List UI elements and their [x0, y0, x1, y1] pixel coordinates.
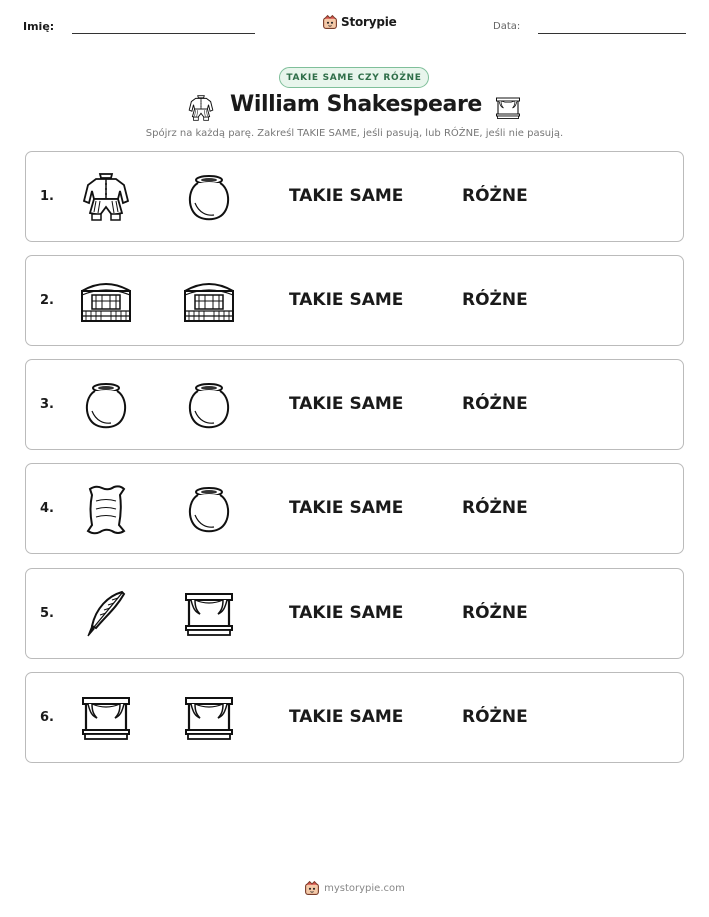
footer: [0, 880, 709, 896]
option-same[interactable]: TAKIE SAME: [289, 394, 404, 414]
exercise-row: [25, 151, 684, 242]
option-same[interactable]: TAKIE SAME: [289, 707, 404, 727]
pot-icon: [78, 377, 134, 433]
name-label: Imię:: [23, 20, 55, 33]
row-number: 2.: [40, 293, 54, 308]
option-different[interactable]: RÓŻNE: [462, 186, 528, 206]
page-title: William Shakespeare: [230, 92, 482, 117]
activity-badge: TAKIE SAME CZY RÓŻNE: [279, 67, 429, 88]
doublet-costume-icon: [78, 169, 134, 225]
globe-theatre-icon: [181, 273, 237, 329]
option-different[interactable]: RÓŻNE: [462, 498, 528, 518]
exercise-row: [25, 463, 684, 554]
row-number: 5.: [40, 606, 54, 621]
title-row: [0, 91, 709, 125]
date-field[interactable]: [538, 33, 686, 34]
quill-icon: [78, 586, 134, 642]
option-same[interactable]: TAKIE SAME: [289, 603, 404, 623]
exercise-row: [25, 568, 684, 659]
row-number: 1.: [40, 189, 54, 204]
pot-icon: [181, 377, 237, 433]
globe-theatre-icon: [78, 273, 134, 329]
option-same[interactable]: TAKIE SAME: [289, 290, 404, 310]
exercise-row: [25, 672, 684, 763]
exercise-row: [25, 359, 684, 450]
option-different[interactable]: RÓŻNE: [462, 394, 528, 414]
stage-icon: [181, 586, 237, 642]
scroll-icon: [78, 481, 134, 537]
brand-name: Storypie: [341, 15, 397, 29]
row-number: 6.: [40, 710, 54, 725]
brand: [322, 14, 397, 30]
stage-icon: [78, 690, 134, 746]
row-number: 4.: [40, 501, 54, 516]
stage-icon: [493, 94, 523, 122]
date-label: Data:: [493, 21, 521, 32]
row-number: 3.: [40, 397, 54, 412]
pot-icon: [181, 481, 237, 537]
exercise-row: [25, 255, 684, 346]
option-different[interactable]: RÓŻNE: [462, 290, 528, 310]
instructions: Spójrz na każdą parę. Zakreśl TAKIE SAME, jeśli pasują, lub RÓŻNE, jeśli nie pasują.: [145, 128, 564, 139]
name-field[interactable]: [72, 33, 255, 34]
worksheet-header: [0, 0, 709, 50]
option-different[interactable]: RÓŻNE: [462, 707, 528, 727]
option-same[interactable]: TAKIE SAME: [289, 186, 404, 206]
footer-url: mystorypie.com: [324, 882, 405, 894]
storypie-logo-icon: [304, 880, 320, 896]
stage-icon: [181, 690, 237, 746]
pot-icon: [181, 169, 237, 225]
option-same[interactable]: TAKIE SAME: [289, 498, 404, 518]
option-different[interactable]: RÓŻNE: [462, 603, 528, 623]
doublet-costume-icon: [186, 93, 216, 123]
storypie-logo-icon: [322, 14, 338, 30]
